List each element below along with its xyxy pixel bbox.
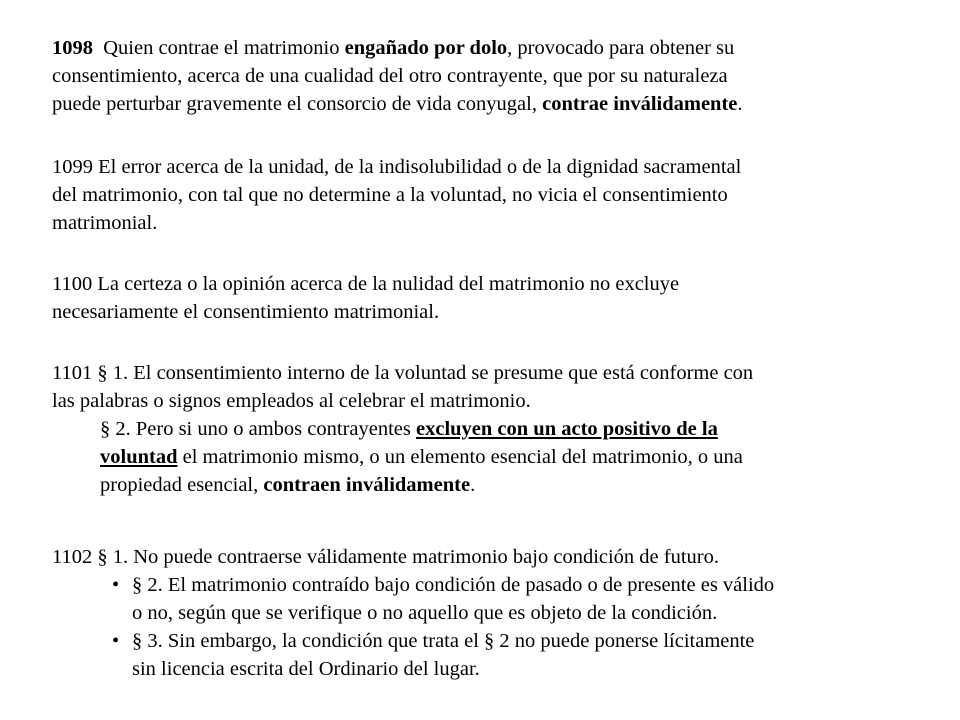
canon-1098-number: 1098 (52, 37, 93, 59)
canon-1102-bullet-1-cont: o no, según que se verifique o no aquello que es objeto de la condición. (132, 602, 718, 624)
canon-1101 (52, 359, 932, 499)
canon-1101-p2-line-1: § 2. Pero si uno o ambos contrayentes excluyen con un acto positivo de la (100, 418, 718, 440)
canon-1102-bullet-2-cont: sin licencia escrita del Ordinario del lugar. (132, 658, 480, 680)
emphasis-voluntad: voluntad (100, 446, 178, 468)
canon-1102-line-1: 1102 § 1. No puede contraerse válidamente matrimonio bajo condición de futuro. (52, 546, 720, 568)
emphasis-contrae-invalidamente: contrae inválidamente (542, 93, 738, 115)
canon-1099-line-2: del matrimonio, con tal que no determine a la voluntad, no vicia el consentimiento (52, 184, 728, 206)
canon-1102-bullet-1: • § 2. El matrimonio contraído bajo condición de pasado o de presente es válido (52, 571, 932, 599)
canon-1099-line-3: matrimonial. (52, 212, 158, 234)
canon-1098-line-3: puede perturbar gravemente el consorcio de vida conyugal, contrae inválidamente. (52, 93, 743, 115)
canon-1100-line-2: necesariamente el consentimiento matrimonial. (52, 301, 440, 323)
canon-1102-bullet-2: • § 3. Sin embargo, la condición que trata el § 2 no puede ponerse lícitamente (52, 627, 932, 655)
canon-1101-p2-line-3: propiedad esencial, contraen inválidamente. (100, 474, 476, 496)
canon-1100-line-1: 1100 La certeza o la opinión acerca de la nulidad del matrimonio no excluye (52, 273, 680, 295)
canon-1098-line-1: 1098 Quien contrae el matrimonio engañado por dolo, provocado para obtener su (52, 37, 735, 59)
canon-1100 (52, 270, 932, 326)
canon-1101-line-2: las palabras o signos empleados al celebrar el matrimonio. (52, 390, 531, 412)
canon-1099 (52, 153, 932, 237)
emphasis-excluyen-acto-positivo: excluyen con un acto positivo de la (416, 418, 718, 440)
canon-1098 (52, 34, 932, 118)
canon-1098-line-2: consentimiento, acerca de una cualidad del otro contrayente, que por su naturaleza (52, 65, 728, 87)
emphasis-contraen-invalidamente: contraen inválidamente (263, 474, 471, 496)
canon-1101-p2-line-2: voluntad el matrimonio mismo, o un elemento esencial del matrimonio, o una (100, 446, 743, 468)
canon-1102 (52, 543, 932, 683)
canon-1101-line-1: 1101 § 1. El consentimiento interno de la voluntad se presume que está conforme con (52, 362, 754, 384)
bullet-icon: • (112, 630, 120, 652)
emphasis-enganado-por-dolo: engañado por dolo (344, 37, 508, 59)
bullet-icon: • (112, 574, 120, 596)
canon-1099-line-1: 1099 El error acerca de la unidad, de la indisolubilidad o de la dignidad sacramental (52, 156, 742, 178)
